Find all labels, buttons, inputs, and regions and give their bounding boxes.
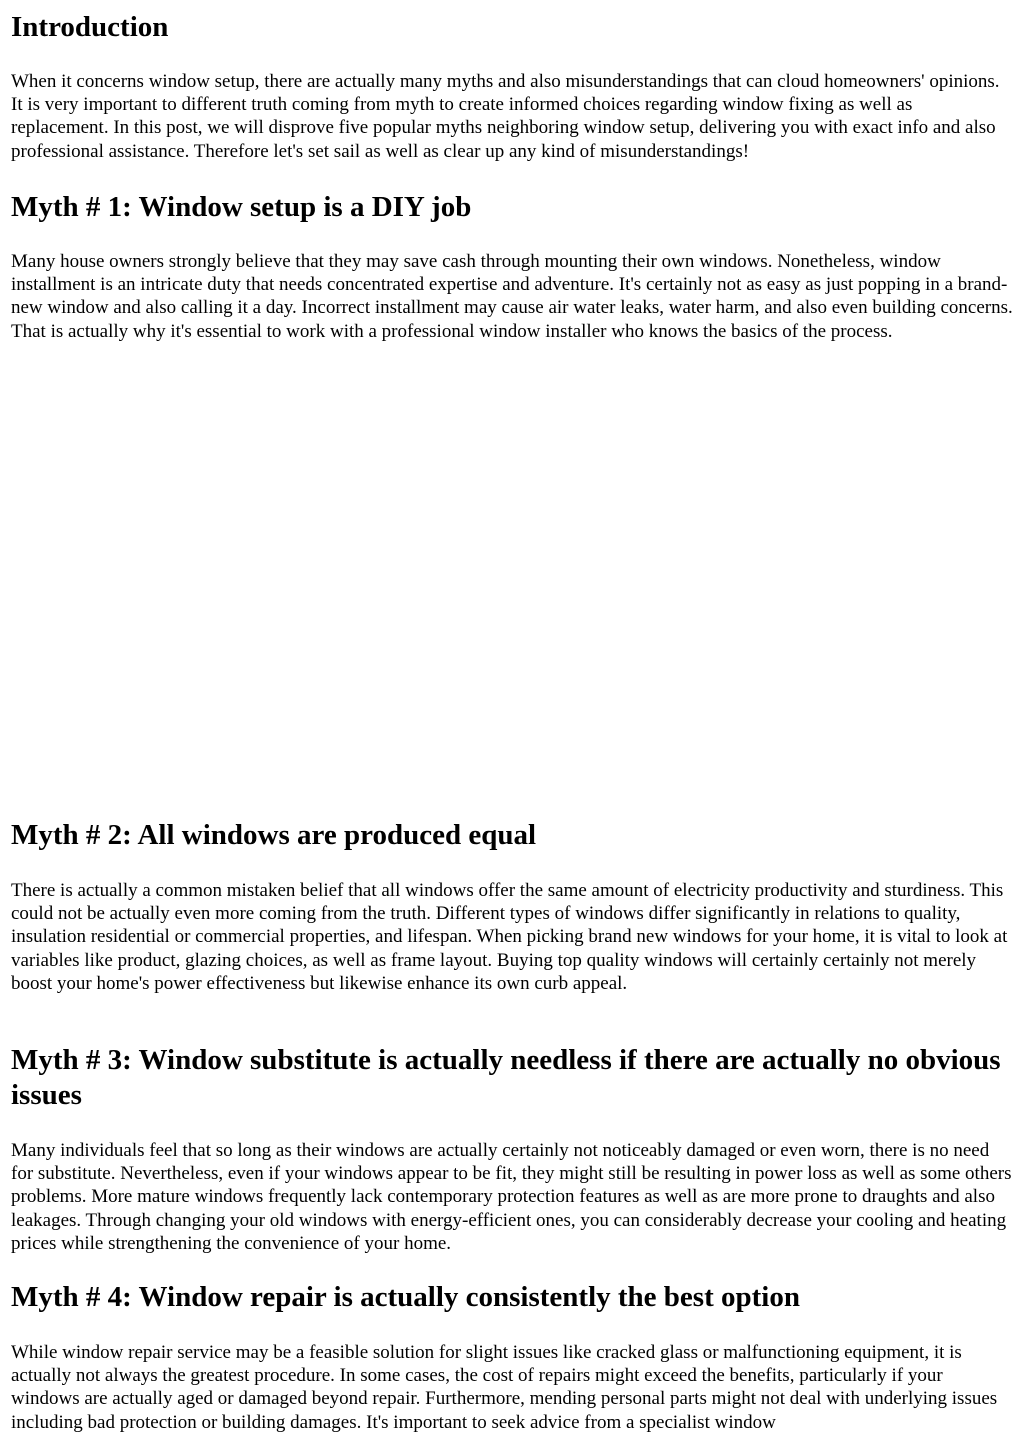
section-heading-myth-4: Myth # 4: Window repair is actually consistently the best option bbox=[11, 1281, 800, 1313]
section-heading-myth-2: Myth # 2: All windows are produced equal bbox=[11, 819, 537, 851]
section-heading-myth-3: Myth # 3: Window substitute is actually needless if there are actually no obvious issues bbox=[11, 1044, 1001, 1111]
section-heading-myth-1: Myth # 1: Window setup is a DIY job bbox=[11, 191, 472, 223]
blank-embed-area bbox=[11, 380, 1014, 810]
section-body-myth-4: While window repair service may be a feasible solution for slight issues like cracked glass or malfunctioning equipment, it is actually not always the greatest procedure. In some cases, the cost of repairs might exceed the benefits, particularly if your windows are actually aged or damaged beyond repair. Furthermore, mending personal parts might not deal with underlying issues including bad protection or building damages. It's important to seek advice from a specialist window bbox=[11, 1342, 998, 1433]
section-body-myth-1: Many house owners strongly believe that they may save cash through mounting their own windows. Nonetheless, window installment is an intricate duty that needs concentrated expertise and adventure. It's certainly not as easy as just popping in a brand-new window and also calling it a day. Incorrect installment may cause air water leaks, water harm, and also even building concerns. That is actually why it's essential to work with a professional window installer who knows the basics of the process. bbox=[11, 251, 1013, 342]
section-body-myth-2: There is actually a common mistaken belief that all windows offer the same amount of electricity productivity and sturdiness. This could not be actually even more coming from the truth. Different types of windows differ significantly in relations to quality, insulation residential or commercial properties, and lifespan. When picking brand new windows for your home, it is vital to look at variables like product, glazing choices, as well as frame layout. Buying top quality windows will certainly certainly not merely boost your home's power effectiveness but likewise enhance its own curb appeal. bbox=[11, 880, 1008, 994]
section-body-myth-3: Many individuals feel that so long as their windows are actually certainly not noticeably damaged or even worn, there is no need for substitute. Nevertheless, even if your windows appear to be fit, they might still be resulting in power loss as well as some others problems. More mature windows frequently lack contemporary protection features as well as are more prone to draughts and also leakages. Through changing your old windows with energy-efficient ones, you can considerably decrease your cooling and heating prices while strengthening the convenience of your home. bbox=[11, 1140, 1012, 1254]
section-body-introduction: When it concerns window setup, there are actually many myths and also misunderstandings that can cloud homeowners' opinions. It is very important to different truth coming from myth to create informed choices regarding window fixing as well as replacement. In this post, we will disprove five popular myths neighboring window setup, delivering you with exact info and also professional assistance. Therefore let's set sail as well as clear up any kind of misunderstandings! bbox=[11, 71, 1000, 162]
section-heading-introduction: Introduction bbox=[11, 11, 169, 43]
